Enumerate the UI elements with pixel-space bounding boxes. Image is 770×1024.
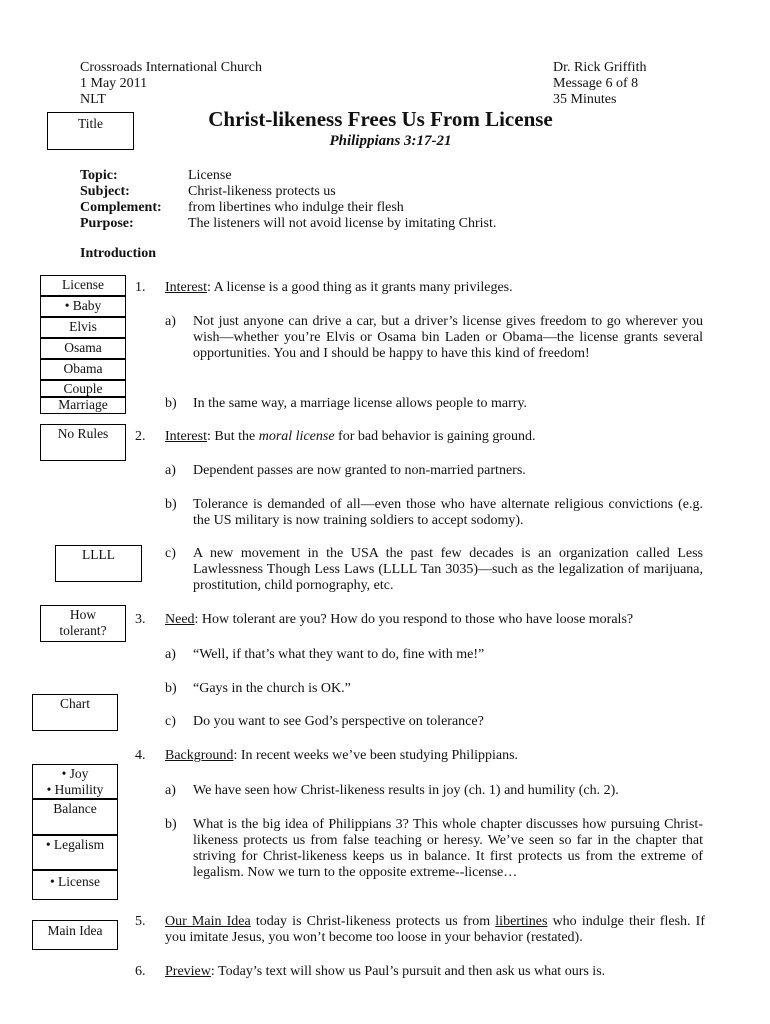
sub-label: a) [165, 783, 176, 798]
point-number: 6. [135, 964, 146, 979]
margin-box-joy-humility [32, 764, 118, 799]
point-3b: “Gays in the church is OK.” [193, 681, 351, 696]
margin-box-baby: • Baby [40, 296, 126, 317]
church-name: Crossroads International Church [80, 60, 262, 75]
margin-box-license-2: • License [32, 870, 118, 900]
point-number: 4. [135, 748, 146, 763]
sub-label: a) [165, 314, 176, 329]
margin-box-how-tolerant [40, 605, 126, 642]
margin-box-marriage: Marriage [40, 397, 126, 414]
point-4a: We have seen how Christ-likeness results in joy (ch. 1) and humility (ch. 2). [193, 783, 619, 798]
point-number: 2. [135, 429, 146, 444]
margin-box-how-line: How [69, 607, 97, 622]
margin-box-tolerant-line: tolerant? [59, 623, 107, 638]
point-text: : But the [206, 429, 259, 444]
point-4 [165, 748, 705, 764]
sub-label: c) [165, 546, 176, 561]
message-number: Message 6 of 8 [553, 76, 639, 91]
margin-box-couple: Couple [40, 380, 126, 397]
point-text: : In recent weeks we’ve been studying Philippians. [233, 748, 519, 763]
point-3c: Do you want to see God’s perspective on tolerance? [193, 714, 484, 729]
point-key: Background [165, 748, 234, 763]
margin-box-joy-line: • Joy [61, 766, 89, 781]
margin-box-osama: Osama [40, 338, 126, 359]
point-key: Interest [165, 429, 207, 444]
point-number: 5. [135, 914, 146, 929]
margin-box-license: License [40, 275, 126, 296]
margin-box-no-rules: No Rules [40, 424, 126, 461]
point-emphasis: moral license [258, 429, 335, 444]
point-1a: Not just anyone can drive a car, but a driver’s license gives freedom to go wherever you wish—whether you’re Elvis or Osama bin Laden or Obama—the license grants several opportunities. You and I should be happy to have this kind of freedom! [193, 314, 703, 361]
point-3a: “Well, if that’s what they want to do, fine with me!” [193, 647, 485, 662]
sub-label: c) [165, 714, 176, 729]
sub-label: b) [165, 396, 177, 411]
point-6 [165, 964, 705, 980]
margin-box-obama: Obama [40, 359, 126, 380]
point-number: 3. [135, 612, 146, 627]
duration: 35 Minutes [553, 92, 617, 107]
point-1 [165, 280, 705, 296]
section-heading: Introduction [80, 246, 156, 261]
point-2a: Dependent passes are now granted to non-married partners. [193, 463, 526, 478]
sub-label: b) [165, 497, 177, 512]
point-text: : How tolerant are you? How do you respond to those who have loose morals? [194, 612, 634, 627]
subject-label: Subject: [80, 184, 130, 199]
point-5 [165, 914, 705, 946]
point-2c: A new movement in the USA the past few decades is an organization called Less Lawlessness Though Less Laws (LLLL Tan 3035)—such as the legalization of marijuana, prostitution, child pornography, etc. [193, 546, 703, 593]
sub-label: a) [165, 463, 176, 478]
subject-value: Christ-likeness protects us [188, 184, 336, 199]
point-number: 1. [135, 280, 146, 295]
scripture-reference: Philippians 3:17-21 [329, 133, 452, 149]
point-key: Preview [165, 964, 211, 979]
point-key: Interest [165, 280, 207, 295]
margin-box-llll: LLLL [55, 545, 142, 582]
complement-value: from libertines who indulge their flesh [188, 200, 404, 215]
point-key: libertines [495, 914, 548, 929]
sermon-date: 1 May 2011 [80, 76, 148, 91]
margin-box-title: Title [47, 112, 134, 150]
point-key: Need [165, 612, 195, 627]
margin-box-legalism: • Legalism [32, 835, 118, 870]
margin-box-main-idea: Main Idea [32, 920, 118, 950]
point-2 [165, 429, 705, 445]
point-2b: Tolerance is demanded of all—even those who have alternate religious convictions (e.g. the US military is now training soldiers to accept sodomy). [193, 497, 703, 528]
topic-label: Topic: [80, 168, 118, 183]
point-key: Our Main Idea [165, 914, 251, 929]
bible-version: NLT [80, 92, 106, 107]
topic-value: License [188, 168, 232, 183]
point-text: : A license is a good thing as it grants many privileges. [206, 280, 513, 295]
purpose-label: Purpose: [80, 216, 134, 231]
complement-label: Complement: [80, 200, 162, 215]
point-1b: In the same way, a marriage license allows people to marry. [193, 396, 528, 411]
margin-box-balance: Balance [32, 799, 118, 835]
sub-label: a) [165, 647, 176, 662]
sub-label: b) [165, 817, 177, 832]
sub-label: b) [165, 681, 177, 696]
point-4b: What is the big idea of Philippians 3? This whole chapter discusses how pursuing Christ-likeness protects us from false teaching or heresy. We’ve seen so far in the chapter that striving for Christ-likeness keeps us in balance. It first protects us from the extreme of legalism. Now we turn to the opposite extreme--license… [193, 817, 703, 880]
point-text: for bad behavior is gaining ground. [334, 429, 536, 444]
point-text: today is Christ-likeness protects us from [250, 914, 496, 929]
margin-box-humility-line: • Humility [46, 782, 104, 797]
point-text: who indulge their flesh. If you imitate Jesus, you won’t become too loose in your behavior (restated). [165, 914, 706, 945]
point-text: : Today’s text will show us Paul’s pursuit and then ask us what ours is. [210, 964, 606, 979]
margin-box-chart: Chart [32, 694, 118, 731]
point-3 [165, 612, 705, 628]
margin-box-elvis: Elvis [40, 317, 126, 338]
speaker-name: Dr. Rick Griffith [553, 60, 647, 75]
page-title: Christ-likeness Frees Us From License [208, 107, 553, 131]
purpose-value: The listeners will not avoid license by imitating Christ. [188, 216, 497, 231]
